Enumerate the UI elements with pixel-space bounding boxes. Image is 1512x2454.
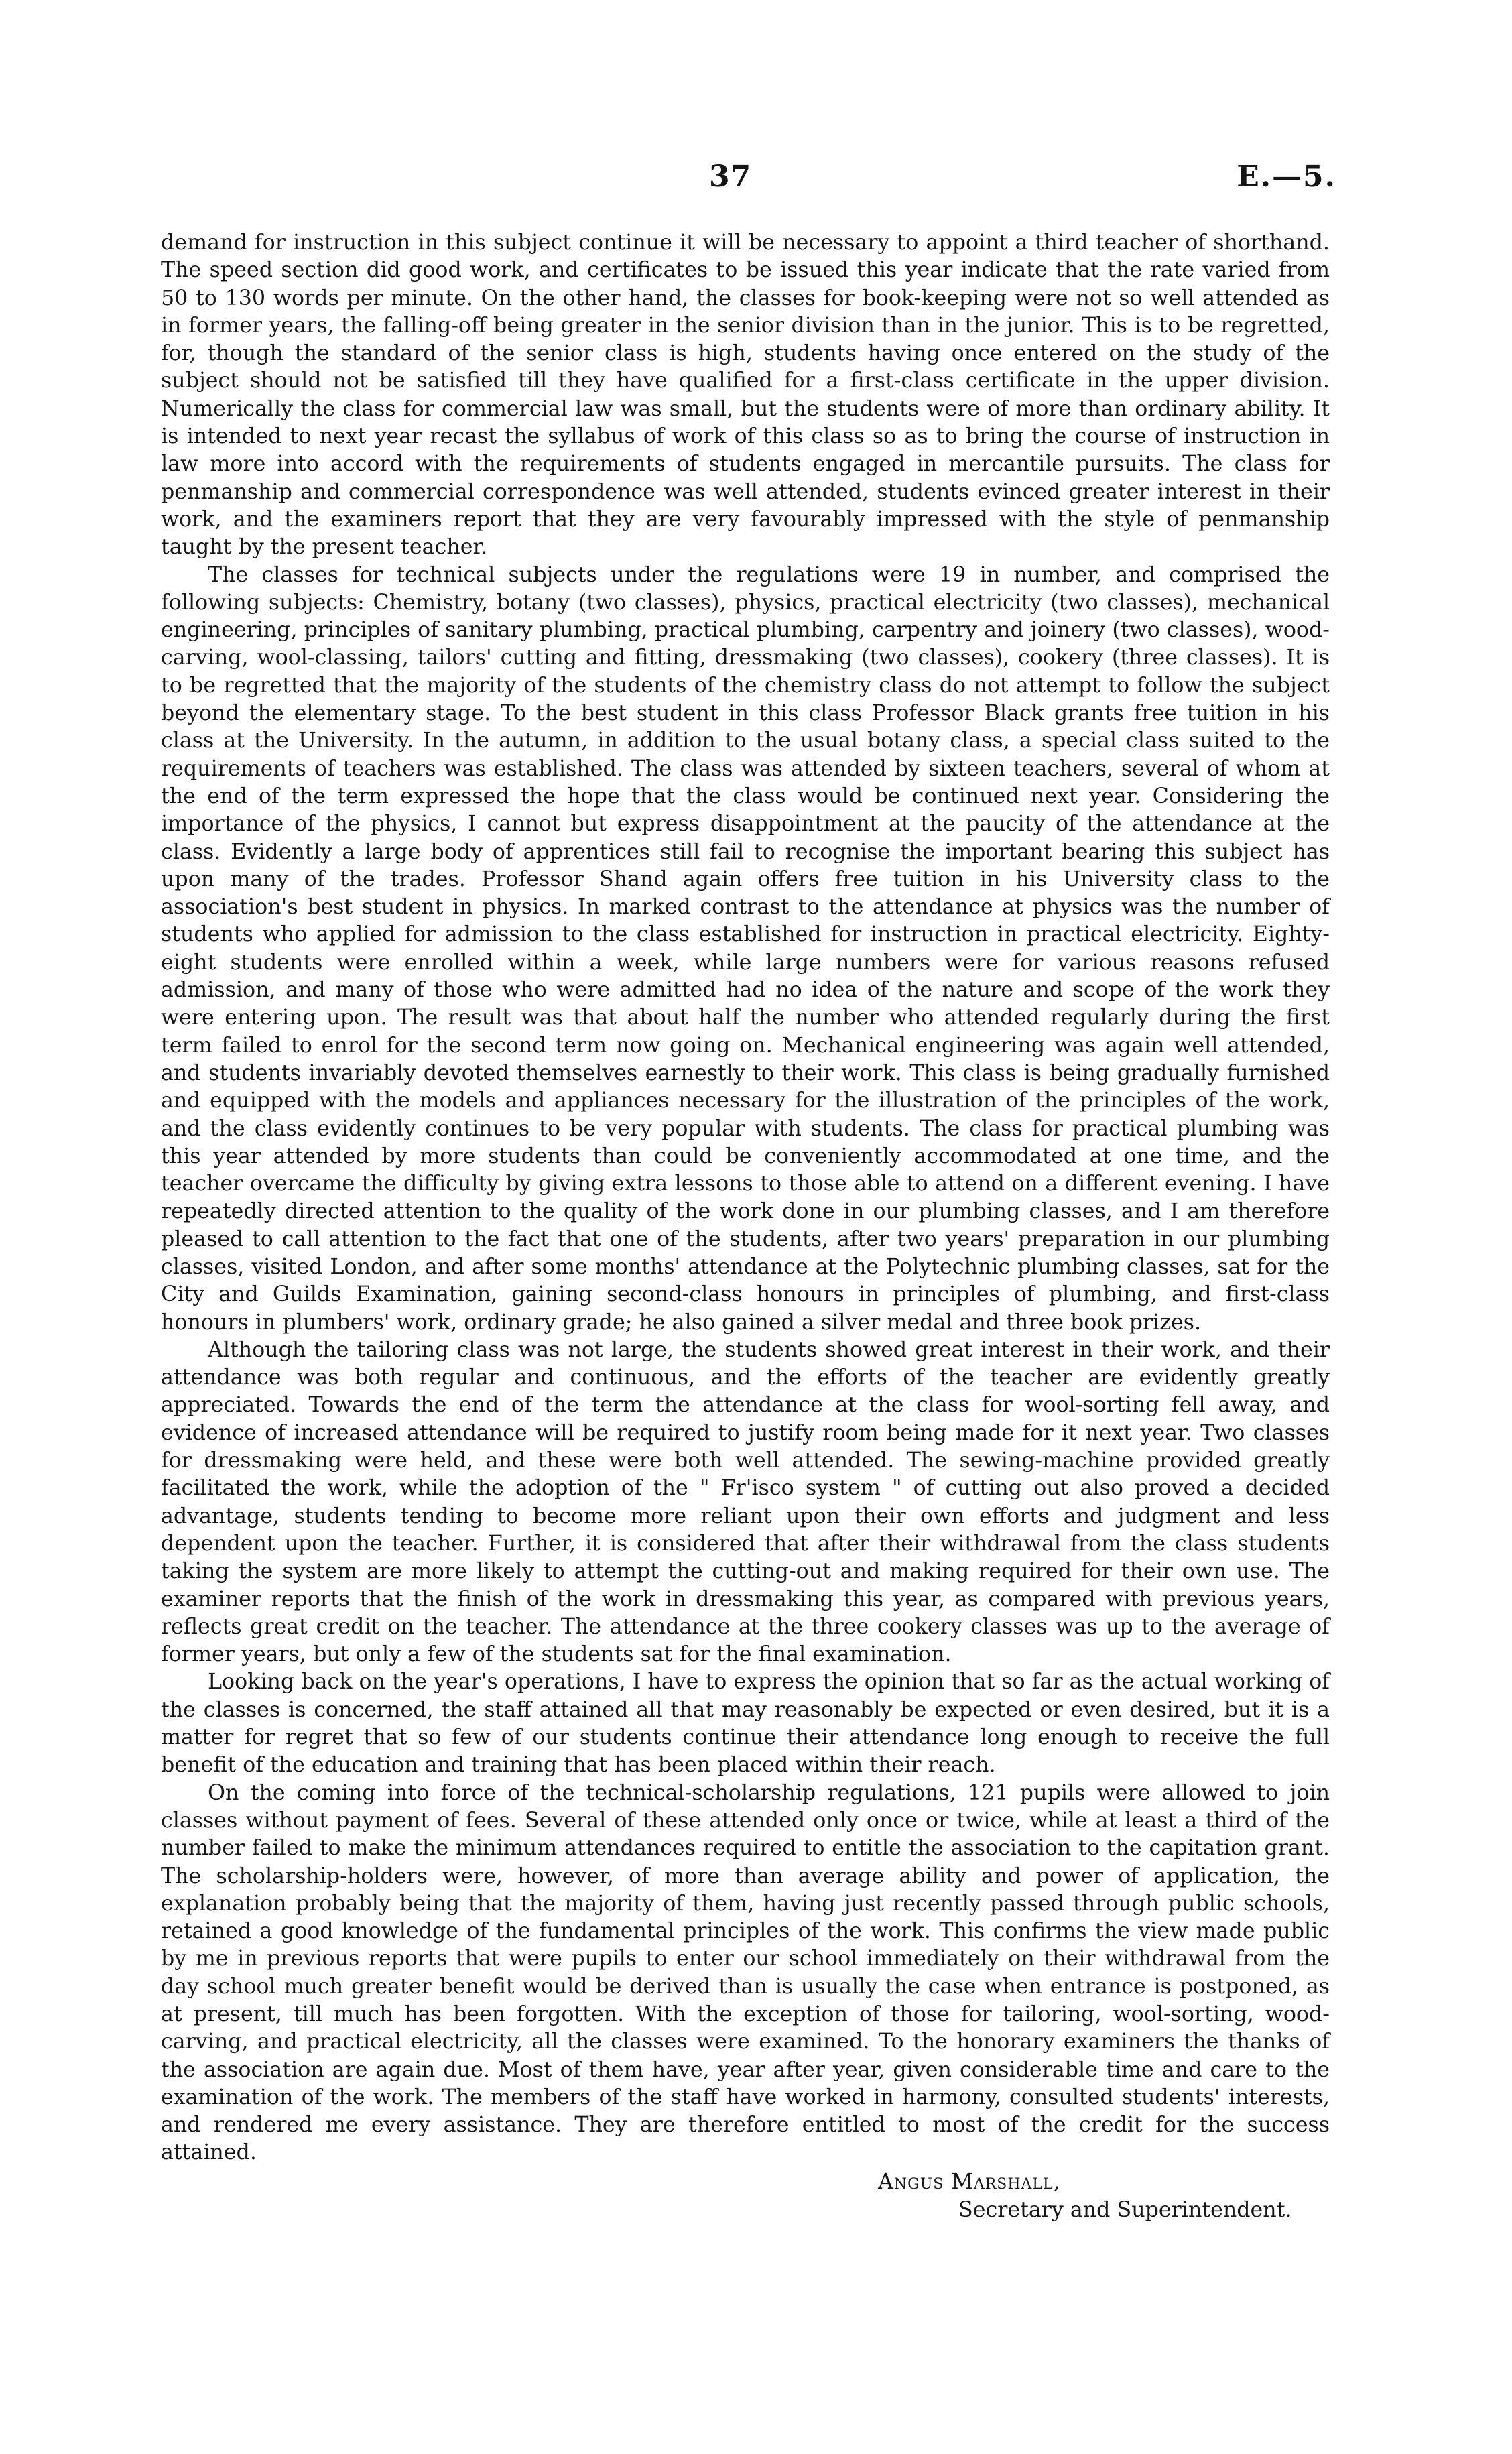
- signature-title: Secretary and Superintendent.: [958, 2198, 1292, 2222]
- report-body: [161, 229, 1330, 2167]
- signature-name: Angus Marshall,: [878, 2170, 1061, 2194]
- page-header: [0, 160, 1512, 200]
- document-reference: E.—5.: [1237, 160, 1336, 194]
- paragraph-technical-subjects: The classes for technical subjects under the regulations were 19 in number, and comprised the following subjects: Chemistry, botany (two classes), physics, practical electricity (two classes), mechanical engineering, principles of sanitary plumbing, practical plumbing, carpentry and joinery (two classes), wood-carving, wool-classing, tailors' cutting and fitting, dressmaking (two classes), cookery (three classes). It is to be regretted that the majority of the students of the chemistry class do not attempt to follow the subject beyond the elementary stage. To the best student in this class Professor Black grants free tuition in his class at the University. In the autumn, in addition to the usual botany class, a special class suited to the requirements of teachers was established. The class was attended by sixteen teachers, several of whom at the end of the term expressed the hope that the class would be continued next year. Considering the importance of the physics, I cannot but express disappointment at the paucity of the attendance at the class. Evidently a large body of apprentices still fail to recognise the important bearing this subject has upon many of the trades. Professor Shand again offers free tuition in his University class to the association's best student in physics. In marked contrast to the attendance at physics was the number of students who applied for admission to the class established for instruction in practical electricity. Eighty-eight students were enrolled within a week, while large numbers were for various reasons refused admission, and many of those who were admitted had no idea of the nature and scope of the work they were entering upon. The result was that about half the number who attended regularly during the first term failed to enrol for the second term now going on. Mechanical engineering was again well attended, and students invariably devoted themselves earnestly to their work. This class is being gradually furnished and equipped with the models and appliances necessary for the illustration of the principles of the work, and the class evidently continues to be very popular with students. The class for practical plumbing was this year attended by more students than could be conveniently accommodated at one time, and the teacher overcame the difficulty by giving extra lessons to those able to attend on a different evening. I have repeatedly directed attention to the quality of the work done in our plumbing classes, and I am therefore pleased to call attention to the fact that one of the students, after two years' preparation in our plumbing classes, visited London, and after some months' attendance at the Polytechnic plumbing classes, sat for the City and Guilds Examination, gaining second-class honours in principles of plumbing, and first-class honours in plumbers' work, ordinary grade; he also gained a silver medal and three book prizes.: [161, 562, 1330, 1335]
- paragraph-tailoring-dressmaking: Although the tailoring class was not large, the students showed great interest in their work, and their attendance was both regular and continuous, and the efforts of the teacher are evidently greatly appreciated. Towards the end of the term the attendance at the class for wool-sorting fell away, and evidence of increased attendance will be required to justify room being made for it next year. Two classes for dressmaking were held, and these were both well attended. The sewing-machine provided greatly facilitated the work, while the adoption of the " Fr'isco system " of cutting out also proved a decided advantage, students tending to become more reliant upon their own efforts and judgment and less dependent upon the teacher. Further, it is considered that after their withdrawal from the class students taking the system are more likely to attempt the cutting-out and making required for their own use. The examiner reports that the finish of the work in dressmaking this year, as compared with previous years, reflects great credit on the teacher. The attendance at the three cookery classes was up to the average of former years, but only a few of the students sat for the final examination.: [161, 1337, 1330, 1667]
- paragraph-scholarships: On the coming into force of the technical-scholarship regulations, 121 pupils were allowed to join classes without payment of fees. Several of these attended only once or twice, while at least a third of the number failed to make the minimum attendances required to entitle the association to the capitation grant. The scholarship-holders were, however, of more than average ability and power of application, the explanation probably being that the majority of them, having just recently passed through public schools, retained a good knowledge of the fundamental principles of the work. This confirms the view made public by me in previous reports that were pupils to enter our school immediately on their withdrawal from the day school much greater benefit would be derived than is usually the case when entrance is postponed, as at present, till much has been forgotten. With the exception of those for tailoring, wool-sorting, wood-carving, and practical electricity, all the classes were examined. To the honorary examiners the thanks of the association are again due. Most of them have, year after year, given considerable time and care to the examination of the work. The members of the staff have worked in harmony, consulted students' interests, and rendered me every assistance. They are therefore entitled to most of the credit for the success attained.: [161, 1780, 1330, 2165]
- paragraph-shorthand-commercial: demand for instruction in this subject continue it will be necessary to appoint a third teacher of shorthand. The speed section did good work, and certificates to be issued this year indicate that the rate varied from 50 to 130 words per minute. On the other hand, the classes for book-keeping were not so well attended as in former years, the falling-off being greater in the senior division than in the junior. This is to be regretted, for, though the standard of the senior class is high, students having once entered on the study of the subject should not be satisfied till they have qualified for a first-class certificate in the upper division. Numerically the class for commercial law was small, but the students were of more than ordinary ability. It is intended to next year recast the syllabus of work of this class so as to bring the course of instruction in law more into accord with the requirements of students engaged in mercantile pursuits. The class for penmanship and commercial correspondence was well attended, students evinced greater interest in their work, and the examiners report that they are very favourably impressed with the style of penmanship taught by the present teacher.: [161, 231, 1330, 560]
- page-number: 37: [709, 160, 752, 194]
- paragraph-year-review: Looking back on the year's operations, I have to express the opinion that so far as the actual working of the classes is concerned, the staff attained all that may reasonably be expected or even desired, but it is a matter for regret that so few of our students continue their attendance long enough to receive the full benefit of the education and training that has been placed within their reach.: [161, 1670, 1330, 1778]
